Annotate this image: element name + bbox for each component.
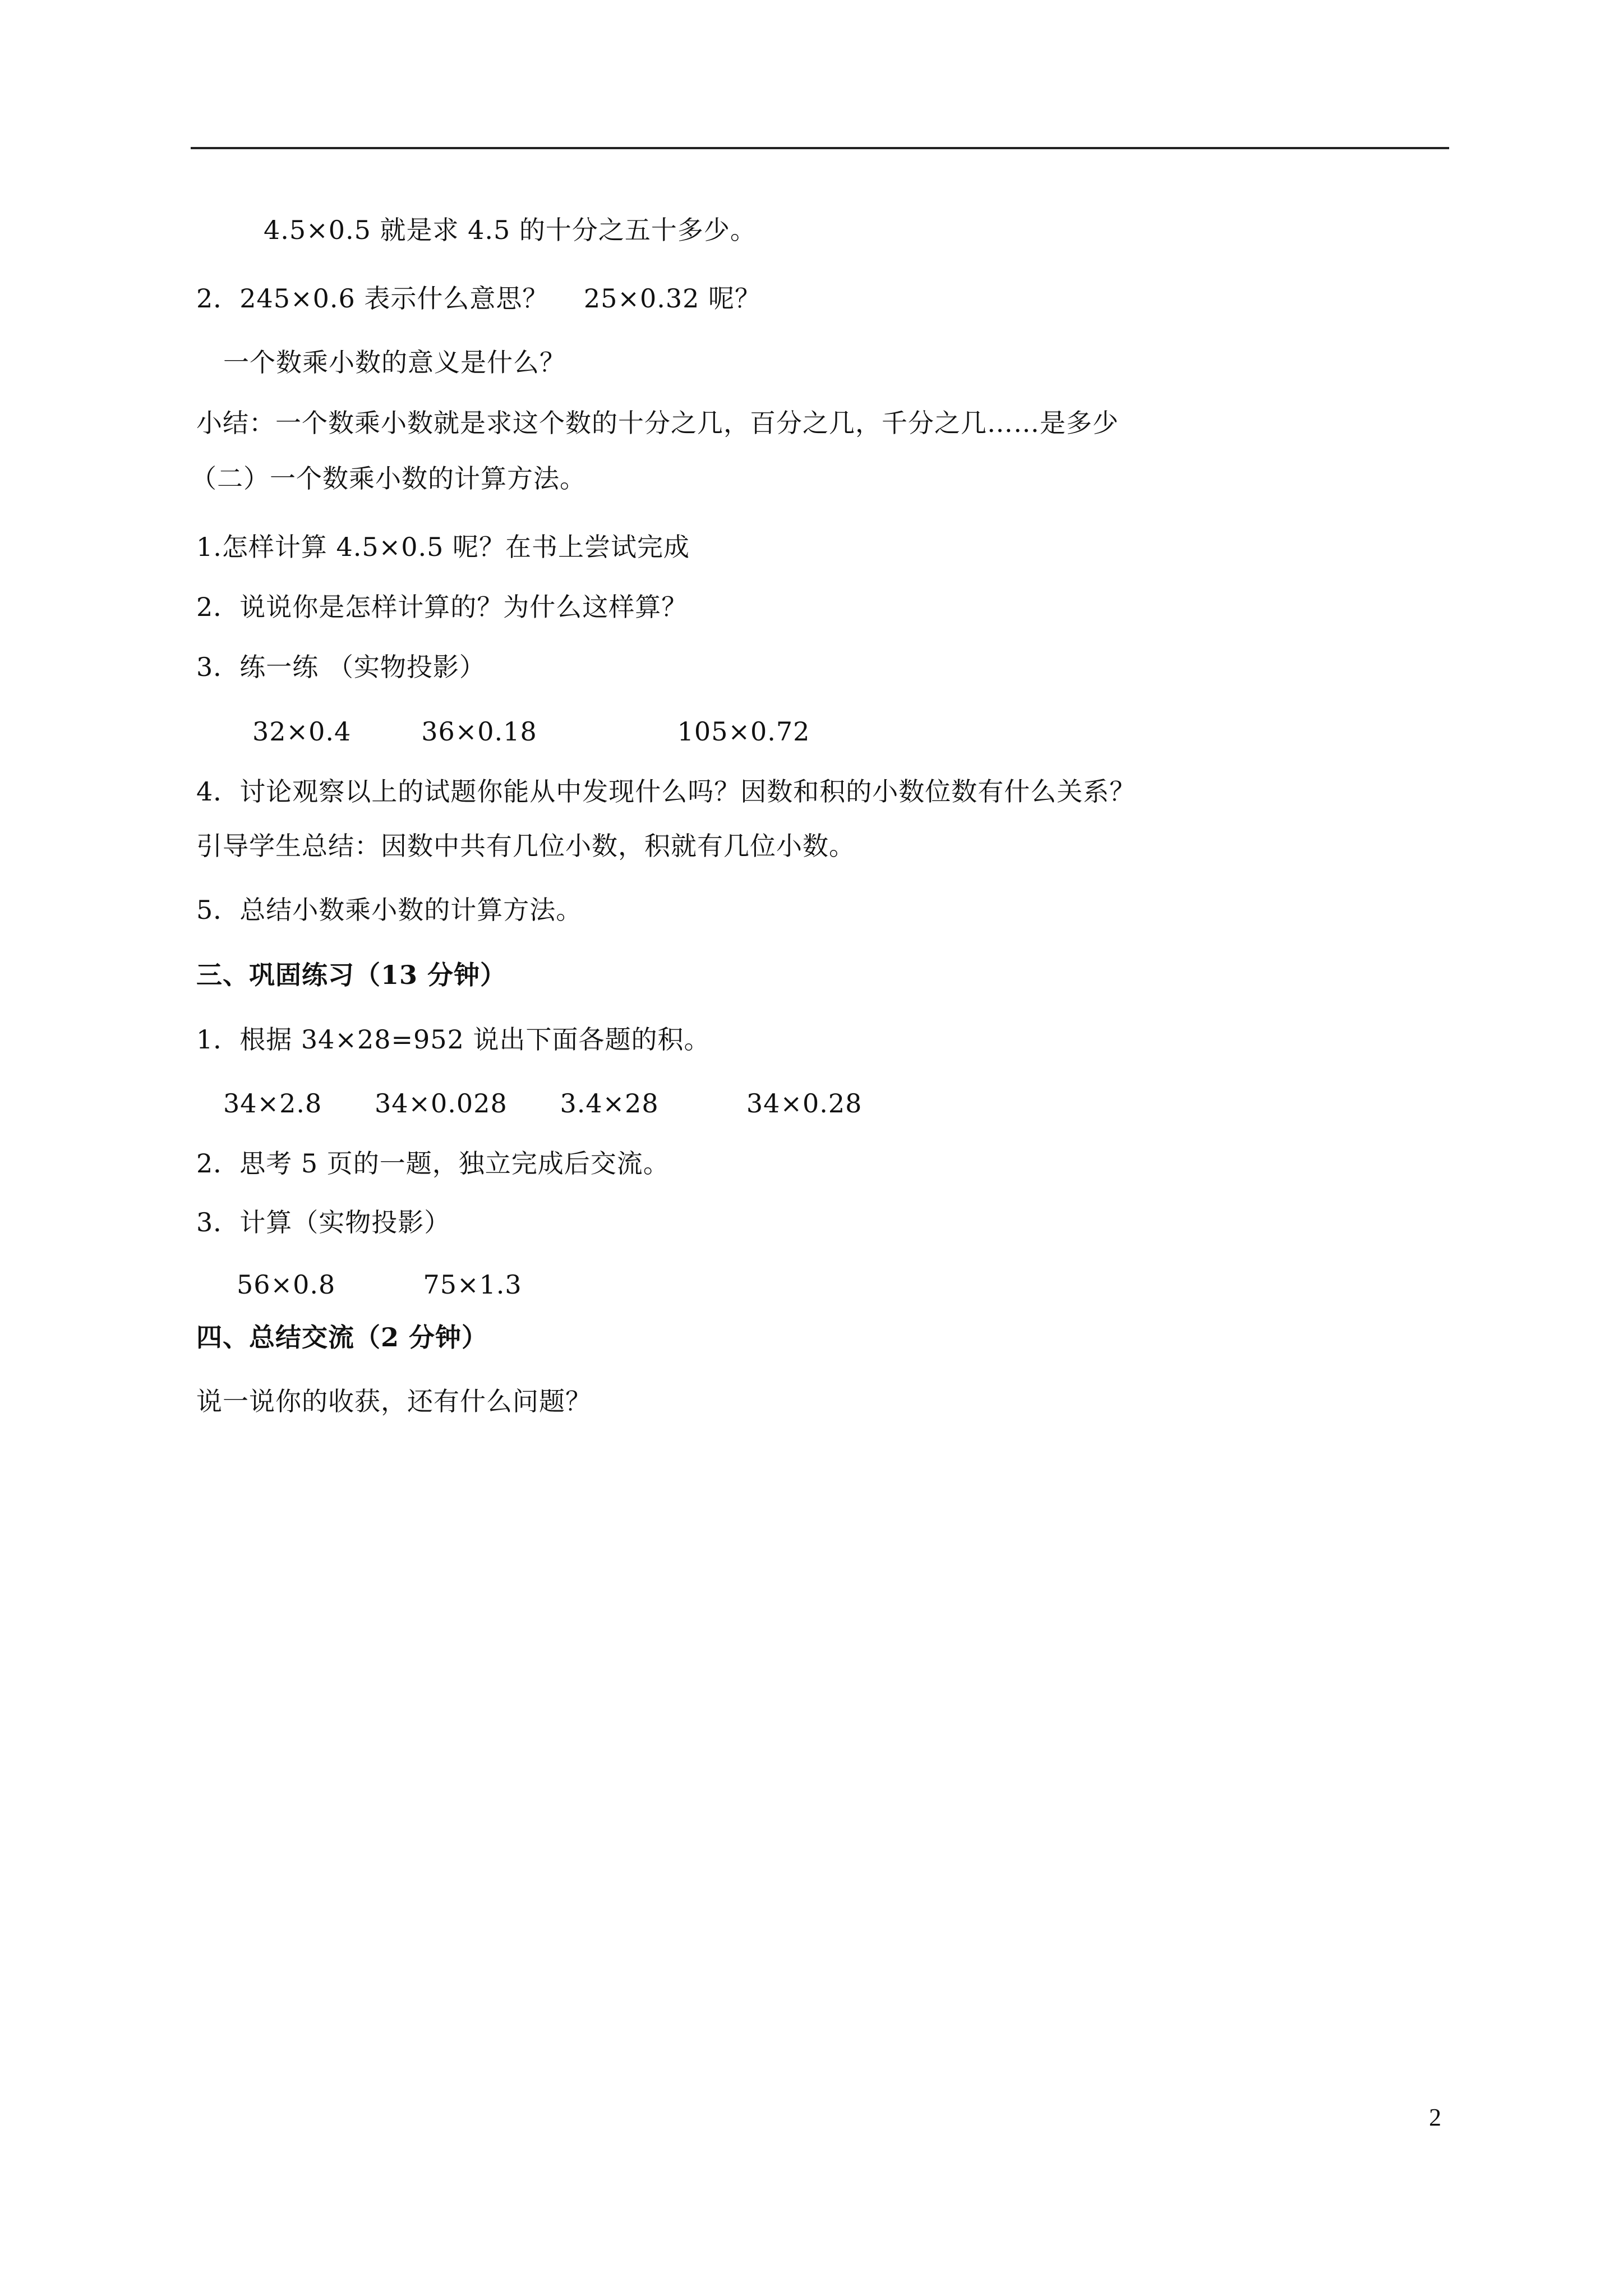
text-line: 4.5×0.5 就是求 4.5 的十分之五十多少。 <box>264 215 757 245</box>
text-line: 1．根据 34×28=952 说出下面各题的积。 <box>196 1024 711 1055</box>
text-line: 小结：一个数乘小数就是求这个数的十分之几，百分之几，千分之几……是多少 <box>196 408 1119 438</box>
exercise-line: 34×2.8 34×0.028 3.4×28 34×0.28 <box>223 1088 863 1119</box>
text-line: 引导学生总结：因数中共有几位小数，积就有几位小数。 <box>196 831 855 861</box>
page-number: 2 <box>1429 2104 1441 2131</box>
text-line: 1.怎样计算 4.5×0.5 呢？在书上尝试完成 <box>196 532 690 562</box>
text-line: 2．说说你是怎样计算的？为什么这样算？ <box>196 592 688 622</box>
exercise-line: 32×0.4 36×0.18 105×0.72 <box>252 716 810 747</box>
section-heading: 四、总结交流（2 分钟） <box>196 1322 488 1352</box>
text-line: 2．245×0.6 表示什么意思？ 25×0.32 呢？ <box>196 283 761 314</box>
section-heading: （二）一个数乘小数的计算方法。 <box>191 463 586 494</box>
text-line: 2．思考 5 页的一题，独立完成后交流。 <box>196 1148 670 1179</box>
text-line: 4．讨论观察以上的试题你能从中发现什么吗？因数和积的小数位数有什么关系？ <box>196 776 1136 807</box>
text-line: 3．练一练 （实物投影） <box>196 652 486 682</box>
text-line: 5．总结小数乘小数的计算方法。 <box>196 895 583 925</box>
text-line: 3．计算（实物投影） <box>196 1207 451 1237</box>
text-line: 一个数乘小数的意义是什么？ <box>223 347 566 378</box>
header-rule <box>191 147 1449 149</box>
text-line: 说一说你的收获，还有什么问题？ <box>196 1386 592 1416</box>
section-heading: 三、巩固练习（13 分钟） <box>196 960 507 990</box>
exercise-line: 56×0.8 75×1.3 <box>237 1269 522 1300</box>
